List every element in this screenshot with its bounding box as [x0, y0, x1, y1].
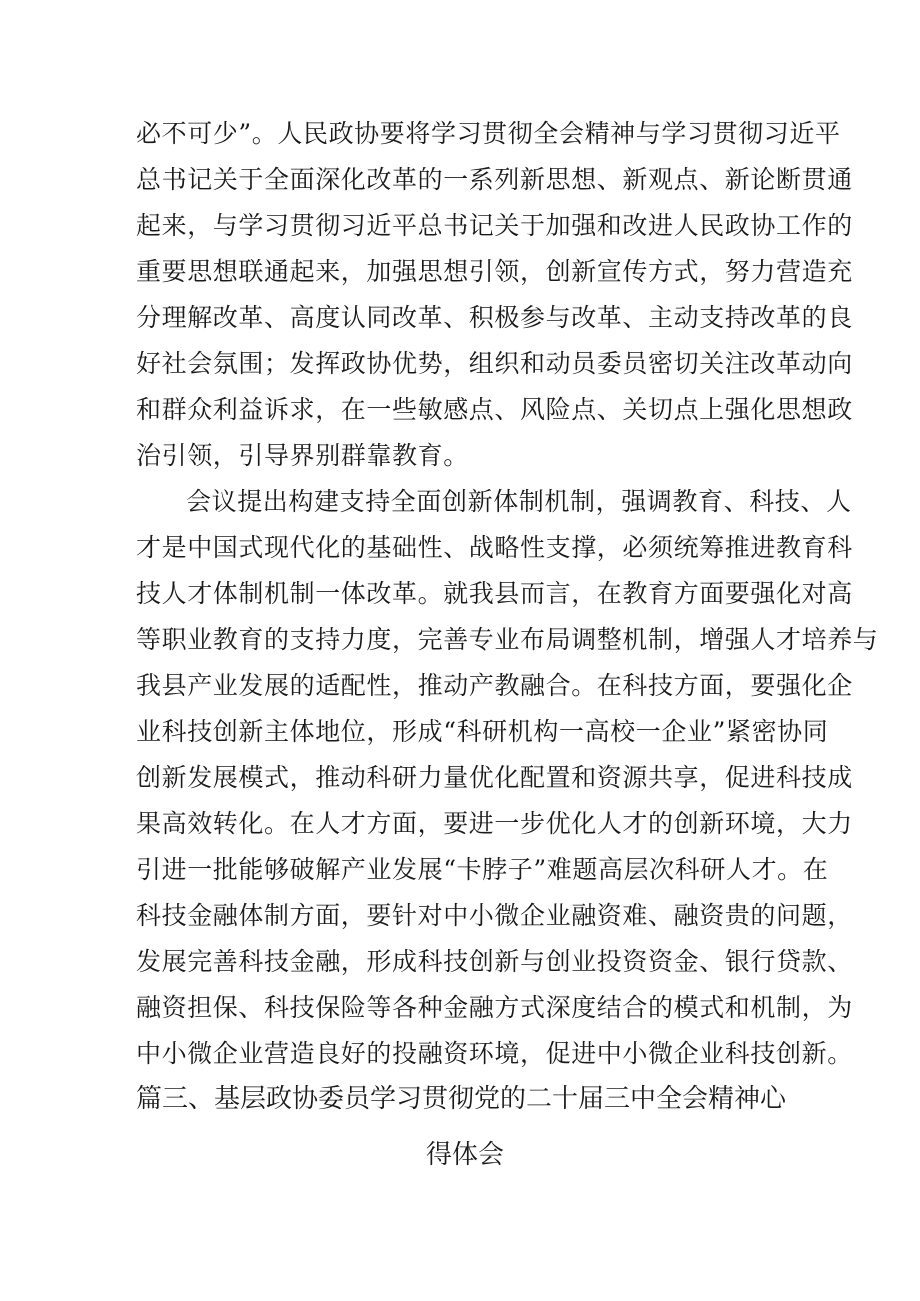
- paragraph-line-last: 中小微企业营造良好的投融资环境，促进中小微企业科技创新。: [136, 1039, 853, 1068]
- paragraph-line-last: 治引领，引导界别群靠教育。: [136, 441, 469, 470]
- paragraph-line: 我县产业发展的适配性，推动产教融合。在科技方面，要强化企: [136, 671, 853, 700]
- paragraph-line: 必不可少”。人民政协要将学习贯彻全会精神与学习贯彻习近平: [136, 119, 841, 148]
- paragraph-line: 果高效转化。在人才方面，要进一步优化人才的创新环境，大力: [136, 809, 853, 838]
- paragraph-line-first: 会议提出构建支持全面创新体制机制，强调教育、科技、人: [186, 487, 852, 516]
- paragraph-line: 重要思想联通起来，加强思想引领，创新宣传方式，努力营造充: [136, 257, 853, 286]
- paragraph-line: 业科技创新主体地位，形成“科研机构一高校一企业”紧密协同: [136, 717, 829, 746]
- paragraph-line: 技人才体制机制一体改革。就我县而言，在教育方面要强化对高: [136, 579, 853, 608]
- paragraph-line: 好社会氛围；发挥政协优势，组织和动员委员密切关注改革动向: [136, 349, 853, 378]
- paragraph-line: 创新发展模式，推动科研力量优化配置和资源共享，促进科技成: [136, 763, 853, 792]
- paragraph-line: 起来，与学习贯彻习近平总书记关于加强和改进人民政协工作的: [136, 211, 853, 240]
- paragraph-line: 总书记关于全面深化改革的一系列新思想、新观点、新论断贯通: [136, 165, 853, 194]
- paragraph-line: 发展完善科技金融，形成科技创新与创业投资资金、银行贷款、: [136, 947, 853, 976]
- paragraph-line: 等职业教育的支持力度，完善专业布局调整机制，增强人才培养与: [136, 625, 879, 654]
- paragraph-line: 和群众利益诉求，在一些敏感点、风险点、关切点上强化思想政: [136, 395, 853, 424]
- paragraph-line: 融资担保、科技保险等各种金融方式深度结合的模式和机制，为: [136, 993, 853, 1022]
- section-heading-line-2: 得体会: [426, 1140, 505, 1170]
- paragraph-line: 分理解改革、高度认同改革、积极参与改革、主动支持改革的良: [136, 303, 853, 332]
- paragraph-line: 才是中国式现代化的基础性、战略性支撑，必须统筹推进教育科: [136, 533, 853, 562]
- section-heading-line-1: 篇三、基层政协委员学习贯彻党的二十届三中全会精神心: [136, 1084, 787, 1114]
- paragraph-line: 科技金融体制方面，要针对中小微企业融资难、融资贵的问题，: [136, 901, 853, 930]
- paragraph-line: 引进一批能够破解产业发展“卡脖子”难题高层次科研人才。在: [136, 855, 829, 884]
